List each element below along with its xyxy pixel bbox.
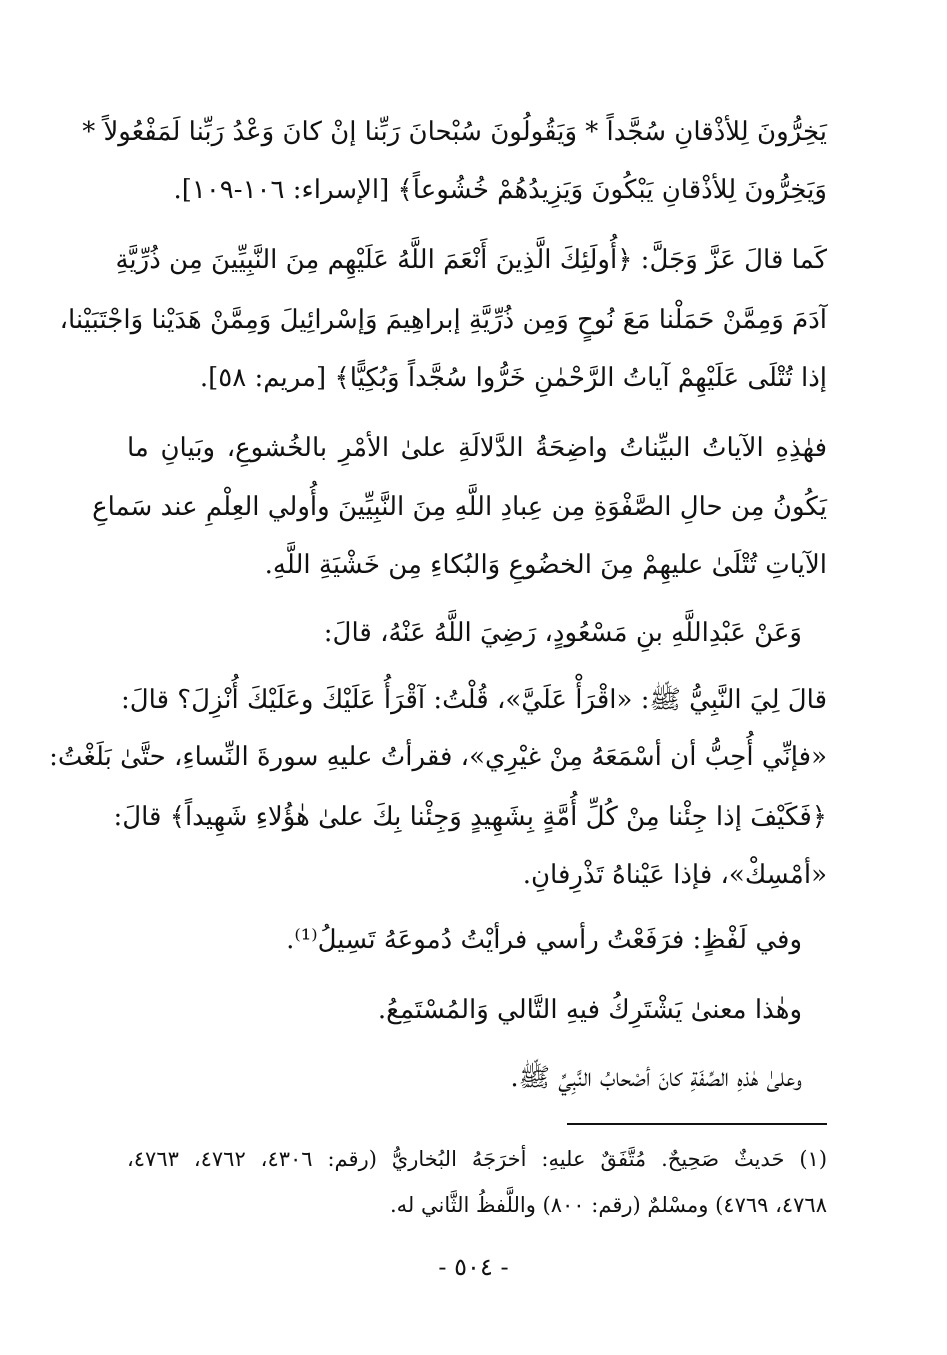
text-line: وفي لَفْظٍ: فرَفَعْتُ رأسي فرأيْتُ دُموعَهُ تَسِيلُ⁽¹⁾.: [286, 925, 802, 955]
footnote-line: ٤٧٦٨، ٤٧٦٩) ومسْلمٌ (رقم: ٨٠٠) واللَّفظُ الثَّاني له.: [389, 1193, 827, 1217]
text-line: إذا تُتْلَى عَلَيْهِمْ آياتُ الرَّحْمٰنِ خَرُّوا سُجَّداً وَبُكِيًّا﴾ [مريم: ٥٨].: [199, 363, 827, 393]
text-line: وعلىٰ هٰذهِ الصِّفَةِ كانَ أصْحابُ النَّبِيِّ ﷺ.: [510, 1063, 802, 1093]
text-line: «فإنِّي أُحِبُّ أن أسْمَعَهُ مِنْ غيْرِي»، فقرأتُ عليهِ سورةَ النِّساءِ، حتَّىٰ بَلَغْتُ:: [49, 742, 827, 772]
text-line: قالَ لِيَ النَّبِيُّ ﷺ: «اقْرَأْ عَلَيَّ»، قُلْتُ: آقْرَأُ عَلَيْكَ وعَلَيْكَ أُنْزِلَ؟ قالَ:: [121, 685, 827, 715]
text-line: كَما قالَ عَزَّ وَجَلَّ: ﴿أُولَئِكَ الَّذِينَ أَنْعَمَ اللَّهُ عَلَيْهِم مِنَ النَّبِيِّينَ مِن ذُرِّيَّةِ: [115, 245, 827, 275]
text-line: وَيَخِرُّونَ لِلأذْقانِ يَبْكُونَ وَيَزِيدُهُمْ خُشُوعاً﴾ [الإسراء: ١٠٦-١٠٩].: [173, 175, 827, 205]
text-line: وهٰذا معنىٰ يَشْتَرِكُ فيهِ التَّالي وَالمُسْتَمِعُ.: [377, 995, 802, 1025]
footnote-line: (١) حَديثٌ صَحِيحٌ. مُتَّفَقٌ عليهِ: أخرَجَهُ البُخاريُّ (رقم: ٤٣٠٦، ٤٧٦٢، ٤٧٦٣،: [127, 1147, 828, 1171]
text-line: وَعَنْ عَبْدِاللَّهِ بنِ مَسْعُودٍ، رَضِيَ اللَّهُ عَنْهُ، قالَ:: [323, 618, 802, 648]
text-line: «أمْسِكْ»، فإذا عَيْناهُ تَذْرِفانِ.: [522, 860, 827, 890]
page-number: - ٥٠٤ -: [438, 1253, 509, 1281]
text-line: يَخِرُّونَ لِلأذْقانِ سُجَّداً * وَيَقُولُونَ سُبْحانَ رَبِّنا إنْ كانَ وَعْدُ رَبِّنا لَمَفْعُولاً *: [82, 117, 827, 147]
text-line: يَكُونُ مِن حالِ الصَّفْوَةِ مِن عِبادِ اللَّهِ مِنَ النَّبِيِّينَ وأُولي العِلْمِ عند سَماعِ: [92, 492, 827, 522]
text-line: الآياتِ تُتْلَىٰ عليهِمْ مِنَ الخضُوعِ وَالبُكاءِ مِن خَشْيَةِ اللَّهِ.: [264, 550, 827, 580]
footnote-separator: [567, 1123, 827, 1125]
text-line: ﴿فَكَيْفَ إذا جِئْنا مِنْ كُلِّ أُمَّةٍ بِشَهِيدٍ وَجِئْنا بِكَ علىٰ هٰؤُلاءِ شَهِيداً﴾ قالَ:: [113, 802, 827, 832]
text-line: آدَمَ وَمِمَّنْ حَمَلْنا مَعَ نُوحٍ وَمِن ذُرِّيَّةِ إبراهِيمَ وَإسْرائِيلَ وَمِمَّنْ هَدَيْنا وَاجْتَبَيْنا،: [59, 305, 827, 335]
text-line: فهٰذِهِ الآياتُ البيِّناتُ واضِحَةُ الدَّلالَةِ علىٰ الأمْرِ بالخُشوعِ، وبَيانِ ما: [127, 433, 827, 463]
